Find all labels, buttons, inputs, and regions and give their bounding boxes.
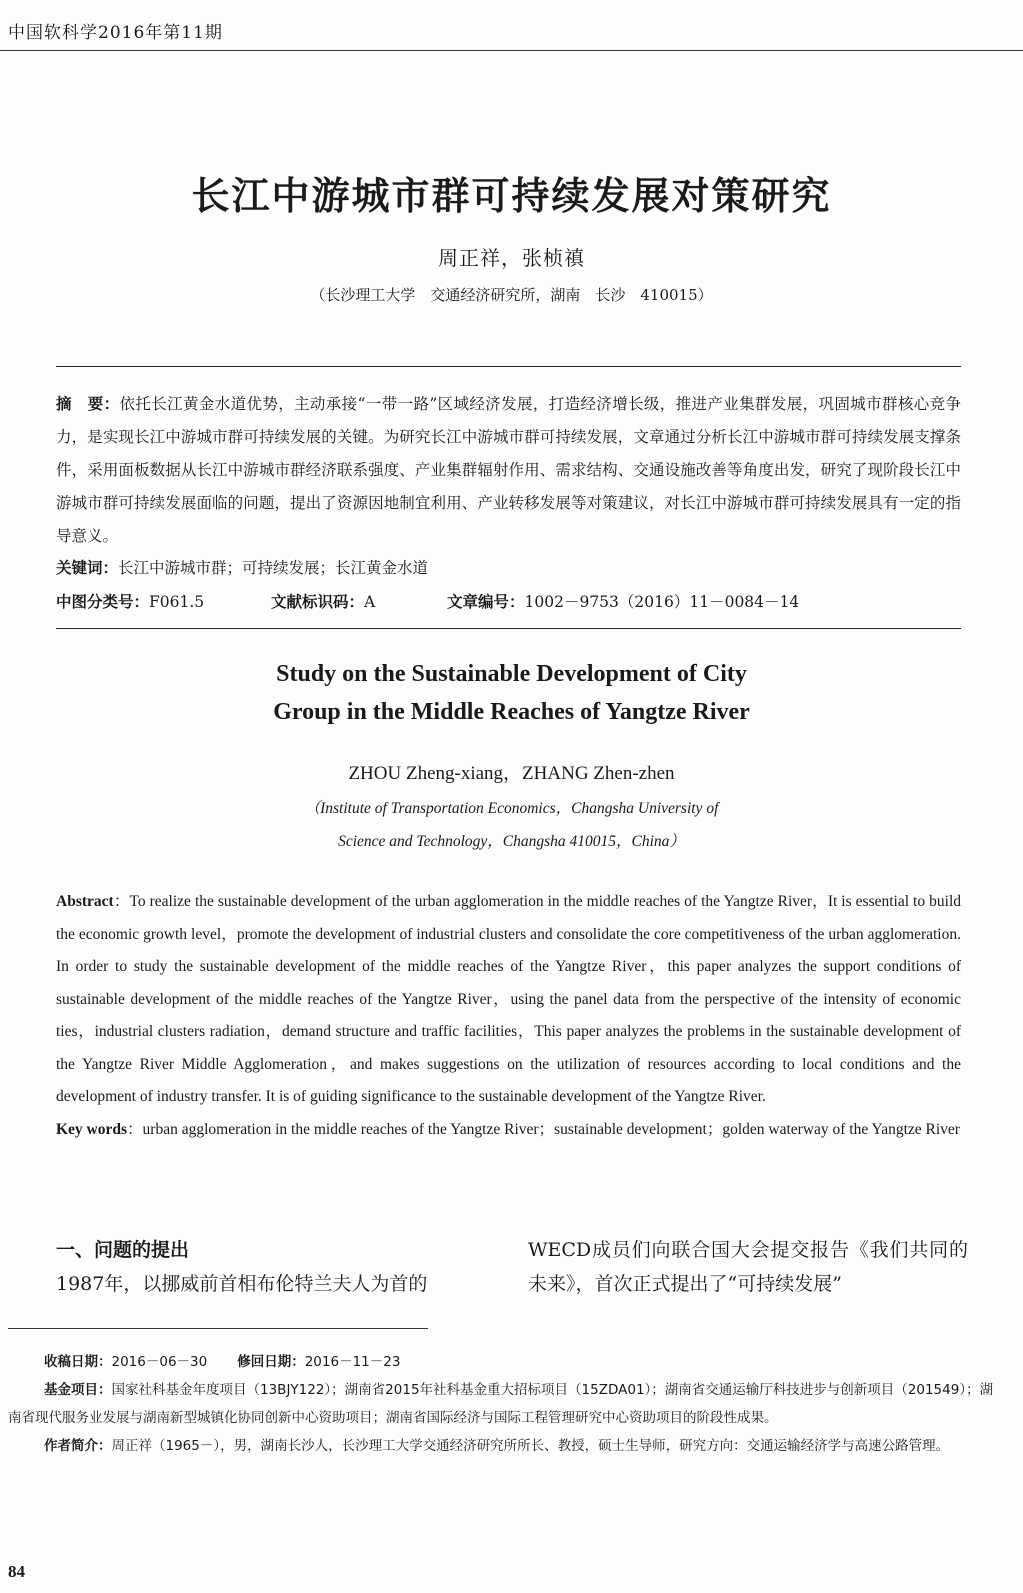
english-abstract: [56, 886, 961, 1146]
english-abstract-paragraph: [56, 886, 961, 1114]
article-no-value: 1002－9753（2016）11－0084－14: [524, 593, 800, 611]
chinese-authors: 周正祥，张桢禛: [438, 246, 585, 270]
english-abstract-label: Abstract: [56, 893, 114, 910]
keywords-label: 关键词：: [56, 559, 119, 577]
body-right-column: WECD成员们向联合国大会提交报告《我们共同的未来》，首次正式提出了“可持续发展”: [528, 1239, 968, 1295]
doc-code-value: A: [364, 593, 376, 611]
body-left-column: [56, 1233, 486, 1301]
chinese-keywords: [56, 556, 428, 578]
body-left-text: 1987年，以挪威前首相布伦特兰夫人为首的: [56, 1273, 428, 1295]
english-title: [0, 655, 1023, 731]
doc-code-label: 文献标识码：: [271, 593, 365, 611]
abstract-text: 依托长江黄金水道优势，主动承接“一带一路”区域经济发展，打造经济增长级，推进产业集群发展，巩固城市群核心竞争力，是实现长江中游城市群可持续发展的关键。为研究长江中游城市群可持续发展，文章通过分析长江中游城市群可持续发展支撑条件，采用面板数据从长江中游城市群经济联系强度、产业集群辐射作用、需求结构、交通设施改善等角度出发，研究了现阶段长江中游城市群可持续发展面临的问题，提出了资源因地制宜利用、产业转移发展等对策建议，对长江中游城市群可持续发展具有一定的指导意义。: [56, 395, 961, 545]
fund-label: 基金项目：: [44, 1382, 112, 1398]
section-heading: 一、问题的提出: [56, 1239, 190, 1261]
article-no-item: [447, 590, 799, 612]
author-label: 作者简介：: [44, 1438, 112, 1454]
clc-label: 中图分类号：: [56, 593, 150, 611]
abstract-top-rule: [56, 366, 961, 367]
doc-code-item: [271, 590, 447, 612]
english-keywords: [56, 1114, 961, 1147]
running-header: 中国软科学2016年第11期: [8, 23, 223, 43]
author-footnote: [8, 1432, 1000, 1460]
dates-footnote: [8, 1348, 1000, 1376]
english-keywords-label: Key words: [56, 1120, 128, 1138]
fund-footnote: [8, 1376, 1000, 1432]
english-abstract-text: ：To realize the sustainable development of the urban agglomeration in the middle reaches of the Yangtze River，It is essential to build the economic growth level，promote the development of industrial clusters and consolidate the core competitiveness of the urban agglomeration. In order to study the sustainable development of the middle reaches of the Yangtze River，this paper analyzes the support conditions of sustainable development of the middle reaches of the Yangtze River，using the panel data from the perspective of the intensity of economic ties，industrial clusters radiation，demand structure and traffic facilities，This paper analyzes the problems in the sustainable development of the Yangtze River Middle Agglomeration，and makes suggestions on the utilization of resources according to local conditions and the development of industry transfer. It is of guiding significance to the sustainable development of the Yangtze River.: [56, 893, 961, 1105]
clc-value: F061.5: [149, 593, 205, 611]
article-no-label: 文章编号：: [447, 593, 525, 611]
received-label: 收稿日期：: [44, 1354, 112, 1370]
author-text: 周正祥（1965－），男，湖南长沙人，长沙理工大学交通经济研究所所长、教授，硕士生导师，研究方向：交通运输经济学与高速公路管理。: [111, 1438, 950, 1454]
revised-label: 修回日期：: [237, 1354, 305, 1370]
english-authors: ZHOU Zheng-xiang，ZHANG Zhen-zhen: [348, 763, 675, 784]
page-number: 84: [8, 1562, 25, 1581]
abstract-label: 摘 要：: [56, 395, 120, 413]
english-affiliation-line-1: （Institute of Transportation Economics，Changsha University of: [304, 800, 719, 817]
fund-text: 国家社科基金年度项目（13BJY122）；湖南省2015年社科基金重大招标项目（15ZDA01）；湖南省交通运输厅科技进步与创新项目（201549）；湖南省现代服务业发展与湖南新型城镇化协同创新中心资助项目；湖南省国际经济与国际工程管理研究中心资助项目的阶段性成果。: [8, 1382, 994, 1426]
english-affiliation-line-2: Science and Technology，Changsha 410015，China）: [338, 833, 685, 850]
header-rule: [0, 50, 1023, 51]
footnote-rule: [8, 1328, 428, 1329]
received-date: 2016－06－30: [111, 1354, 208, 1370]
english-title-line-2: Group in the Middle Reaches of Yangtze River: [273, 699, 750, 725]
chinese-abstract: [56, 388, 961, 553]
classification-row: [56, 590, 961, 612]
english-affiliation: [0, 792, 1023, 858]
revised-date: 2016－11－23: [304, 1354, 401, 1370]
keywords-text: 长江中游城市群；可持续发展；长江黄金水道: [118, 559, 429, 577]
clc-item: [56, 590, 271, 612]
english-keywords-text: ：urban agglomeration in the middle reaches of the Yangtze River；sustainable development；golden waterway of the Yangtze River: [127, 1120, 960, 1138]
abstract-bottom-rule: [56, 628, 961, 629]
chinese-affiliation: （长沙理工大学 交通经济研究所，湖南 长沙 410015）: [310, 286, 713, 304]
chinese-title: 长江中游城市群可持续发展对策研究: [191, 173, 832, 218]
english-title-line-1: Study on the Sustainable Development of City: [276, 661, 747, 687]
footnotes: [8, 1348, 1000, 1460]
